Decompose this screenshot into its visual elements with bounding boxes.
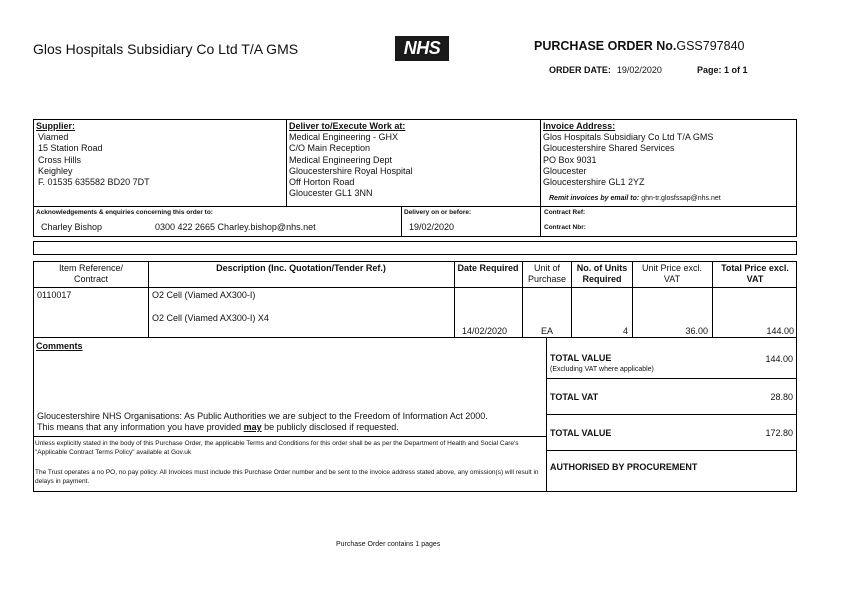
col-divider: [712, 261, 713, 338]
invoice-line: Gloucestershire Shared Services: [543, 143, 675, 154]
foi-line1: Gloucestershire NHS Organisations: As Public Authorities we are subject to the Freedom of Information Act 2000.: [37, 411, 488, 421]
totals-rule: [546, 414, 797, 415]
supplier-line: Keighley: [38, 165, 73, 176]
divider: [401, 207, 402, 237]
row-date-required: 14/02/2020: [462, 326, 508, 336]
col-divider: [632, 261, 633, 338]
supplier-line: F. 01535 635582 BD20 7DT: [38, 177, 150, 188]
order-date: [549, 65, 662, 75]
col-divider: [571, 261, 572, 338]
divider: [286, 119, 287, 207]
terms-text: Unless explicitly stated in the body of this Purchase Order, the applicable Terms and Conditions for this order shall be as per the Department of Health and Social Care's "Applicable Contract Terms Policy" available at Gov.uk: [35, 440, 519, 456]
foi-text: This means that any information you have provided: [37, 422, 244, 432]
total-value: 144.00: [765, 354, 793, 364]
invoice-line: Gloucestershire GL1 2YZ: [543, 177, 645, 188]
row-desc-line1: O2 Cell (Viamed AX300-I): [152, 290, 256, 300]
deliver-line: C/O Main Reception: [289, 143, 371, 154]
supplier-line: Viamed: [38, 132, 69, 143]
terms-rule: [33, 436, 547, 437]
pages-note: Purchase Order contains 1 pages: [336, 541, 441, 548]
delivery-label: Delivery on or before:: [404, 209, 472, 216]
total-vat-label: TOTAL VAT: [550, 392, 599, 402]
supplier-block: [36, 121, 150, 188]
no-po-text: The Trust operates a no PO, no pay policy. All Invoices must include this Purchase Order number and be sent to the invoice address stated above, any omission(s) will result in delays in payment.: [35, 469, 539, 485]
po-label: PURCHASE ORDER No.: [534, 39, 677, 53]
remit-line: [549, 195, 721, 202]
header-unit-price: Unit Price excl. VAT: [641, 263, 703, 285]
invoice-block: [543, 121, 713, 188]
enquiries-label: Acknowledgements & enquiries concerning this order to:: [36, 209, 213, 216]
contract-ref-label: Contract Ref:: [544, 209, 586, 216]
spacer-row: [33, 241, 797, 255]
supplier-heading: Supplier:: [36, 121, 76, 131]
grand-total-label: TOTAL VALUE: [550, 428, 612, 438]
deliver-heading: Deliver to/Execute Work at:: [289, 121, 406, 131]
deliver-line: Medical Engineering Dept: [289, 154, 393, 165]
foi-text: be publicly disclosed if requested.: [261, 422, 399, 432]
foi-line2: [37, 422, 399, 433]
header-total-price: Total Price excl. VAT: [721, 263, 789, 285]
deliver-line: Off Horton Road: [289, 177, 355, 188]
deliver-line: Gloucester GL1 3NN: [289, 188, 373, 199]
divider: [540, 207, 541, 237]
enquiries-name: Charley Bishop: [41, 222, 103, 232]
deliver-line: Gloucestershire Royal Hospital: [289, 165, 413, 176]
po-number: GSS797840: [676, 39, 745, 53]
contract-nbr-label: Contract Nbr:: [544, 224, 586, 231]
invoice-line: PO Box 9031: [543, 154, 597, 165]
header-date-required: Date Required: [457, 263, 519, 273]
totals-rule: [546, 378, 797, 379]
remit-label: Remit invoices by email to:: [549, 195, 640, 202]
comments-heading: Comments: [36, 341, 83, 351]
divider: [546, 338, 547, 492]
delivery-date: 19/02/2020: [409, 222, 455, 232]
supplier-line: 15 Station Road: [38, 143, 103, 154]
row-item-ref: 0110017: [37, 290, 72, 300]
invoice-line: Glos Hospitals Subsidiary Co Ltd T/A GMS: [543, 132, 714, 143]
page-number: Page: 1 of 1: [697, 65, 748, 75]
total-value-note: (Excluding VAT where applicable): [550, 366, 654, 373]
totals-rule: [546, 450, 797, 451]
deliver-block: [289, 121, 413, 199]
foi-may: may: [243, 422, 262, 432]
total-value-label: TOTAL VALUE: [550, 353, 612, 363]
nhs-logo: NHS: [395, 36, 449, 61]
row-total: 144.00: [766, 326, 794, 336]
total-vat: 28.80: [770, 392, 793, 402]
po-title: [534, 39, 744, 53]
company-name: Glos Hospitals Subsidiary Co Ltd T/A GMS: [33, 41, 299, 57]
header-qty: No. of Units Required: [576, 263, 628, 285]
supplier-line: Cross Hills: [38, 154, 82, 165]
row-unit: EA: [540, 326, 553, 336]
invoice-heading: Invoice Address:: [543, 121, 616, 131]
remit-email: ghn-tr.glosfssap@nhs.net: [641, 195, 721, 202]
col-divider: [522, 261, 523, 338]
header-description: Description (Inc. Quotation/Tender Ref.): [216, 263, 386, 273]
deliver-line: Medical Engineering - GHX: [289, 132, 399, 143]
header-unit: Unit of Purchase: [527, 263, 567, 285]
enquiries-contact: 0300 422 2665 Charley.bishop@nhs.net: [155, 222, 316, 232]
row-unit-price: 36.00: [685, 326, 708, 336]
row-qty: 4: [622, 326, 628, 336]
header-item-ref: Item Reference/ Contract: [58, 263, 124, 285]
grand-total: 172.80: [765, 428, 793, 438]
authorised-label: AUTHORISED BY PROCUREMENT: [550, 462, 698, 472]
row-desc-line2: O2 Cell (Viamed AX300-I) X4: [152, 313, 269, 323]
divider: [540, 119, 541, 207]
invoice-line: Gloucester: [543, 165, 587, 176]
order-date-value: 19/02/2020: [616, 65, 662, 75]
order-date-label: ORDER DATE:: [549, 65, 611, 75]
